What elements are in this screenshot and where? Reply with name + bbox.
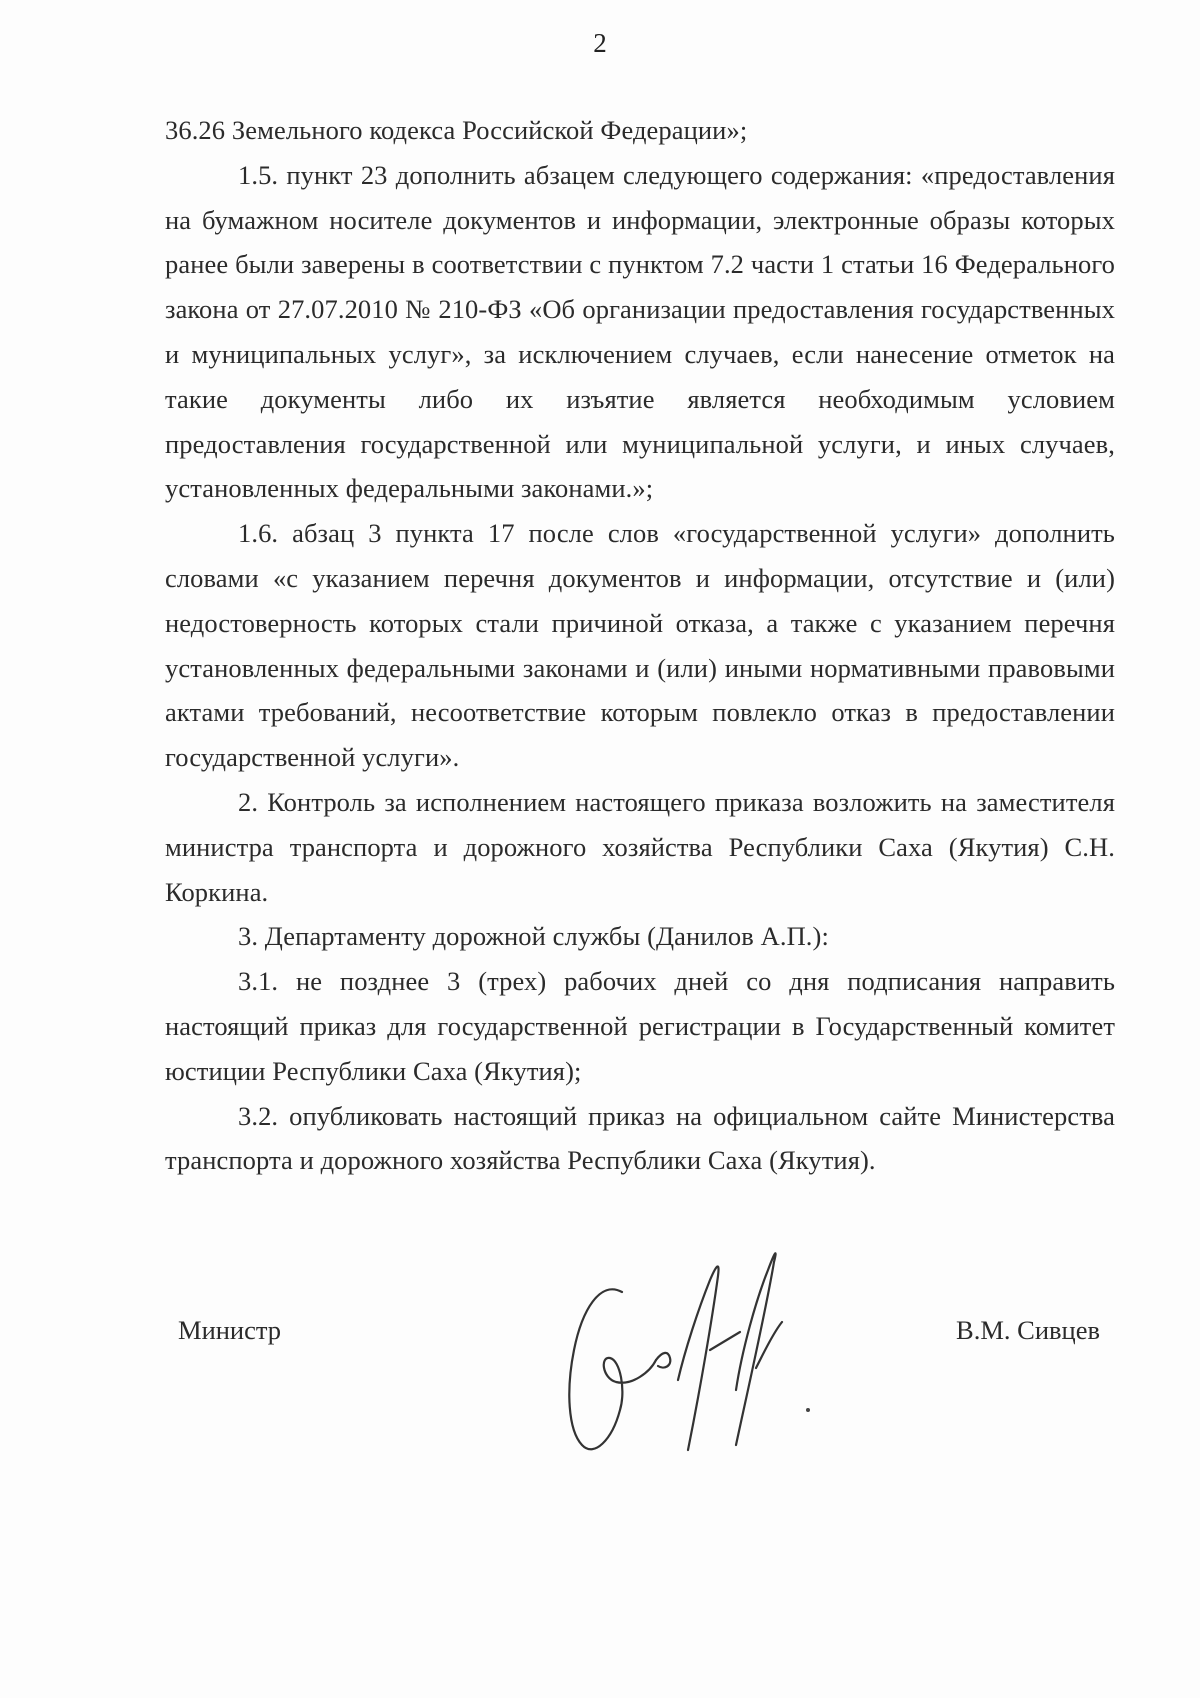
paragraph-2: 2. Контроль за исполнением настоящего приказа возложить на заместителя министра транспорта и дорожного хозяйства Республики Саха (Якутия) С.Н. Коркина. bbox=[165, 786, 1115, 907]
paragraph-1-6: 1.6. абзац 3 пункта 17 после слов «государственной услуги» дополнить словами «с указанием перечня документов и информации, отсутствие и (или) недостоверность которых стали причиной отказа, а также с указанием перечня установленных федеральными законами и (или) иными нормативными правовыми актами требований, несоответствие которым повлекло отказ в предоставлении государственной услуги». bbox=[165, 518, 1115, 773]
signer-name: В.М. Сивцев bbox=[956, 1315, 1100, 1345]
page-number: 2 bbox=[593, 28, 607, 58]
signer-title: Министр bbox=[178, 1315, 282, 1345]
paragraph-3: 3. Департаменту дорожной службы (Данилов А.П.): bbox=[238, 921, 829, 952]
paragraph-1-5: 1.5. пункт 23 дополнить абзацем следующего содержания: «предоставления на бумажном носителе документов и информации, электронные образы которых ранее были заверены в соответствии с пунктом 7.2 части 1 статьи 16 Федерального закона от 27.07.2010 № 210-ФЗ «Об организации предоставления государственных и муниципальных услуг», за исключением случаев, если нанесение отметок на такие документы либо их изъятие является необходимым условием предоставления государственной или муниципальной услуги, и иных случаев, установленных федеральными законами.»; bbox=[165, 159, 1115, 504]
paragraph-continuation: 36.26 Земельного кодекса Российской Федерации»; bbox=[165, 115, 748, 145]
document-body bbox=[165, 108, 1115, 1183]
handwritten-signature bbox=[560, 1240, 860, 1470]
paragraph-3-2: 3.2. опубликовать настоящий приказ на официальном сайте Министерства транспорта и дорожного хозяйства Республики Саха (Якутия). bbox=[165, 1100, 1115, 1176]
paragraph-3-1: 3.1. не позднее 3 (трех) рабочих дней со дня подписания направить настоящий приказ для государственной регистрации в Государственный комитет юстиции Республики Саха (Якутия); bbox=[165, 966, 1115, 1086]
signature-block bbox=[0, 1305, 1200, 1345]
